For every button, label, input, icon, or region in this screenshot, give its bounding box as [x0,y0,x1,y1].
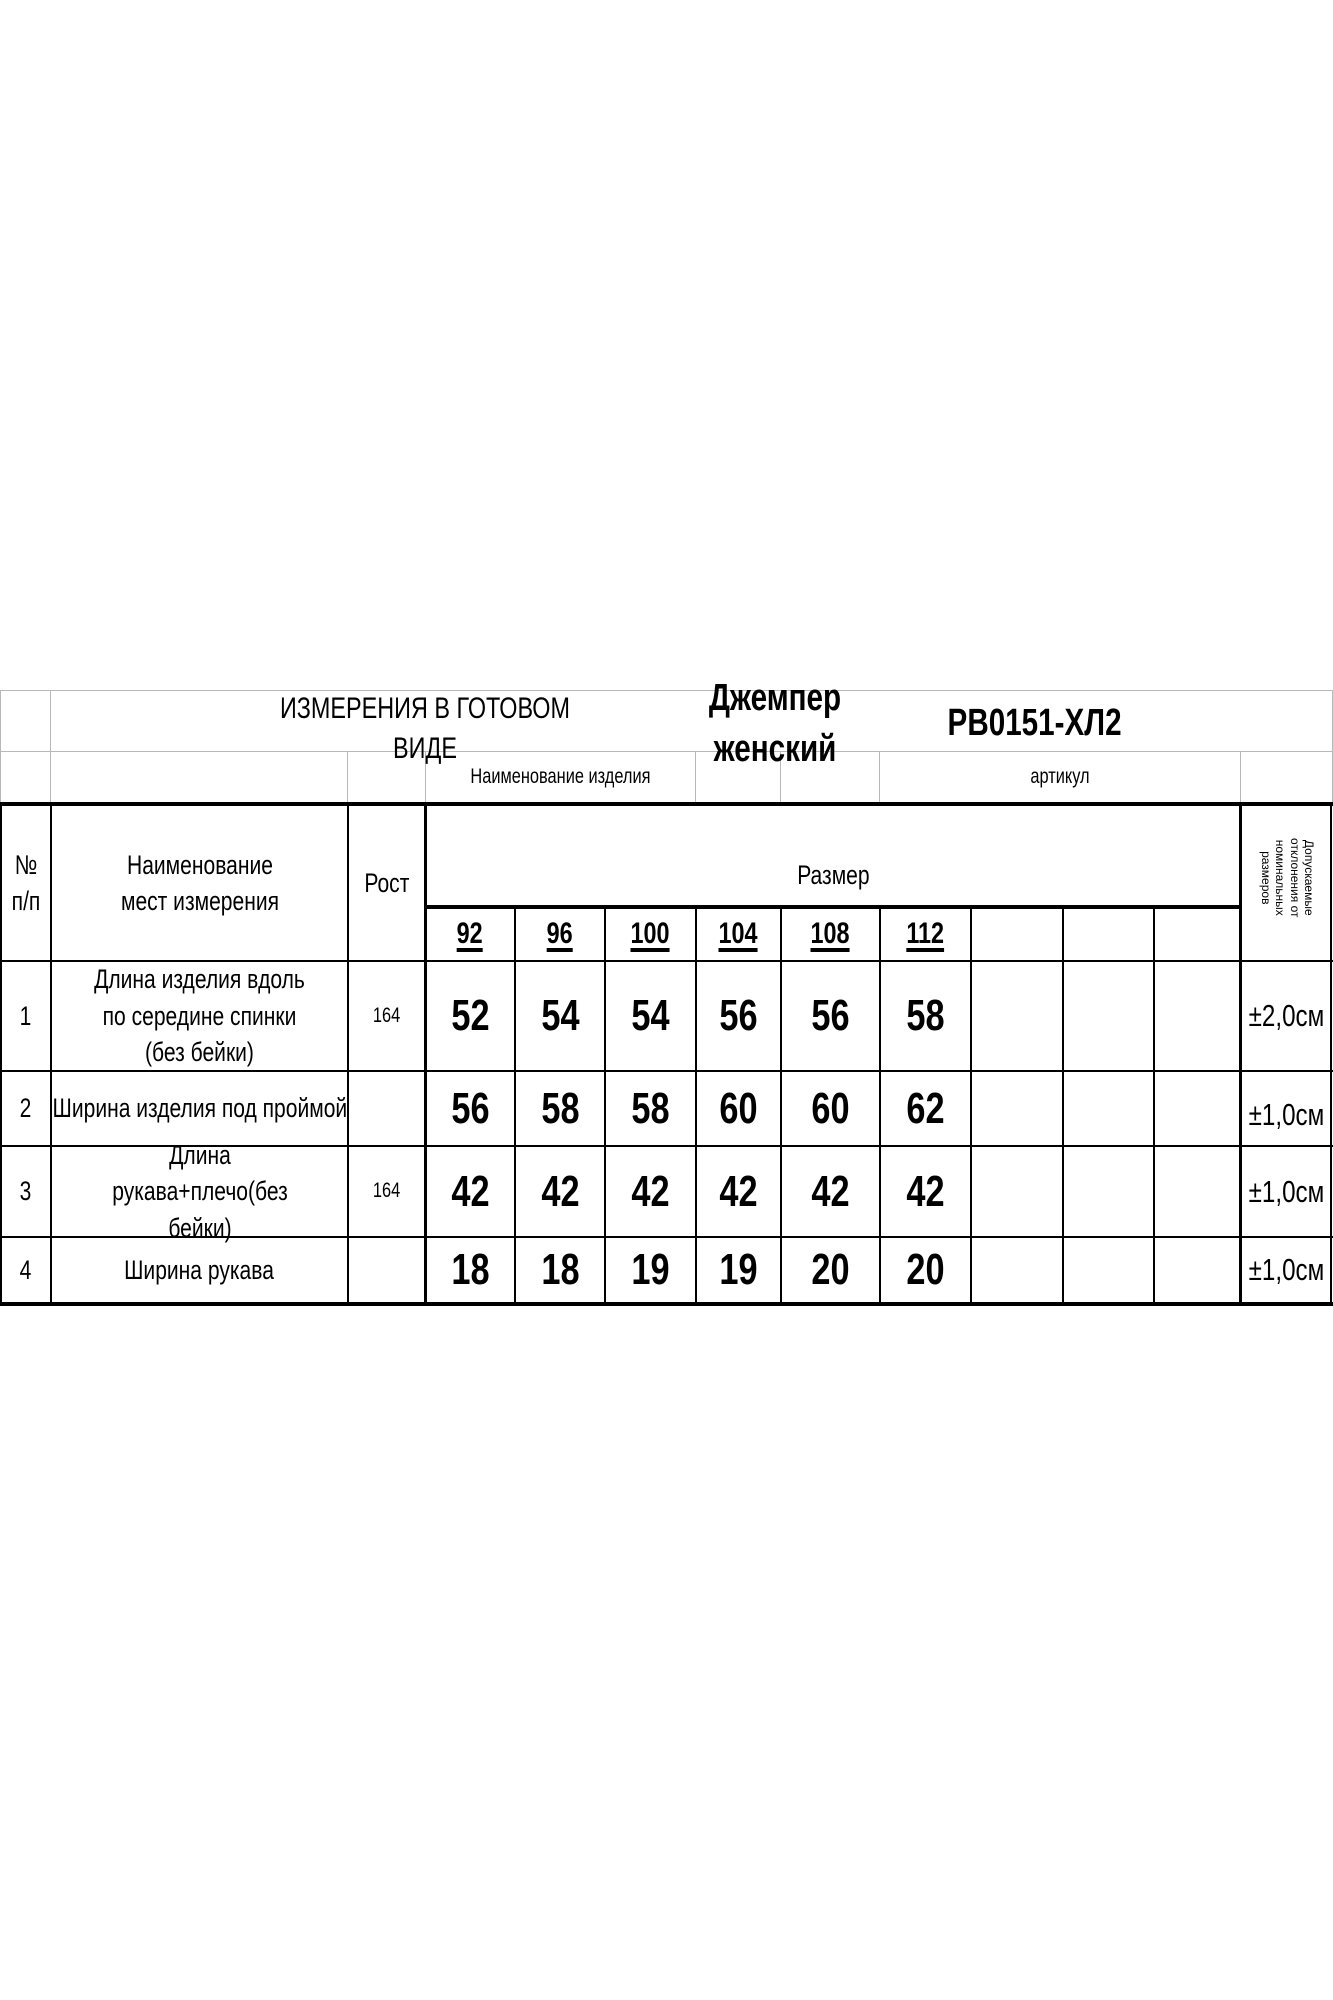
row-height [349,1072,424,1145]
product-name: Джемпер женский [708,676,842,770]
row-name: Длина изделия вдоль по середине спинки (без бейки) [94,964,305,1068]
row-tolerance: ±2,0см [1248,998,1324,1034]
row-tolerance: ±1,0см [1248,1252,1324,1288]
row-value: 56 [719,991,758,1041]
row-value: 20 [906,1245,945,1295]
row-value: 42 [719,1166,758,1216]
row-value: 42 [811,1166,850,1216]
size-label: 96 [546,917,574,951]
row-num: 4 [20,1254,32,1285]
row-height: 164 [372,1003,401,1027]
article-label: артикул [1030,764,1090,788]
grid-line [1240,751,1241,802]
measurement-table [0,676,1333,1305]
grid-line [1062,907,1064,1305]
product-name-label: Наименование изделия [469,764,651,788]
row-value: 42 [631,1166,670,1216]
row-value: 54 [631,991,670,1041]
size-label: 100 [630,917,671,951]
row-value: 42 [540,1166,580,1216]
grid-line [970,907,972,1305]
column-header-num: № п/п [11,849,41,916]
article-code: РВ0151-ХЛ2 [947,702,1123,745]
row-value: 58 [631,1083,670,1133]
row-name: Ширина рукава [124,1254,275,1285]
row-value: 58 [906,991,945,1041]
row-value: 18 [450,1245,490,1295]
row-value: 19 [719,1245,758,1295]
grid-line [50,690,51,802]
grid-line [0,690,1,802]
row-height: 164 [372,1179,401,1203]
row-value: 20 [811,1245,850,1295]
row-value: 60 [719,1083,758,1133]
row-name: Ширина изделия под проймой [52,1093,347,1124]
row-height [349,1238,424,1302]
grid-line [0,690,1333,691]
size-label: 92 [456,917,484,951]
row-value: 54 [540,991,580,1041]
row-num: 1 [20,1000,32,1031]
column-header-height: Рост [363,867,410,898]
row-value: 58 [540,1083,580,1133]
column-header-size: Размер [796,859,870,890]
row-value: 42 [906,1166,945,1216]
row-num: 2 [20,1093,32,1124]
row-tolerance: ±1,0см [1248,1097,1324,1133]
size-label: 112 [906,917,945,951]
row-value: 60 [811,1083,850,1133]
row-value: 18 [540,1245,580,1295]
size-label: 108 [810,917,851,951]
row-value: 62 [906,1083,945,1133]
grid-line [1153,907,1155,1305]
grid-line [0,1302,1333,1306]
row-value: 42 [450,1166,490,1216]
row-name: Длина рукава+плечо(без бейки) [111,1139,288,1243]
row-num: 3 [20,1176,32,1207]
row-value: 52 [450,991,490,1041]
row-value: 56 [811,991,850,1041]
measure-title: ИЗМЕРЕНИЯ В ГОТОВОМ ВИДЕ [279,691,571,765]
column-header-place: Наименование мест измерения [120,849,279,916]
row-value: 56 [450,1083,490,1133]
size-label: 104 [718,917,759,951]
column-header-tolerance: Допускаемые отклонения от номинальных размеров [1258,838,1316,918]
row-value: 19 [631,1245,670,1295]
row-tolerance: ±1,0см [1248,1173,1324,1209]
grid-line [1330,802,1332,1305]
